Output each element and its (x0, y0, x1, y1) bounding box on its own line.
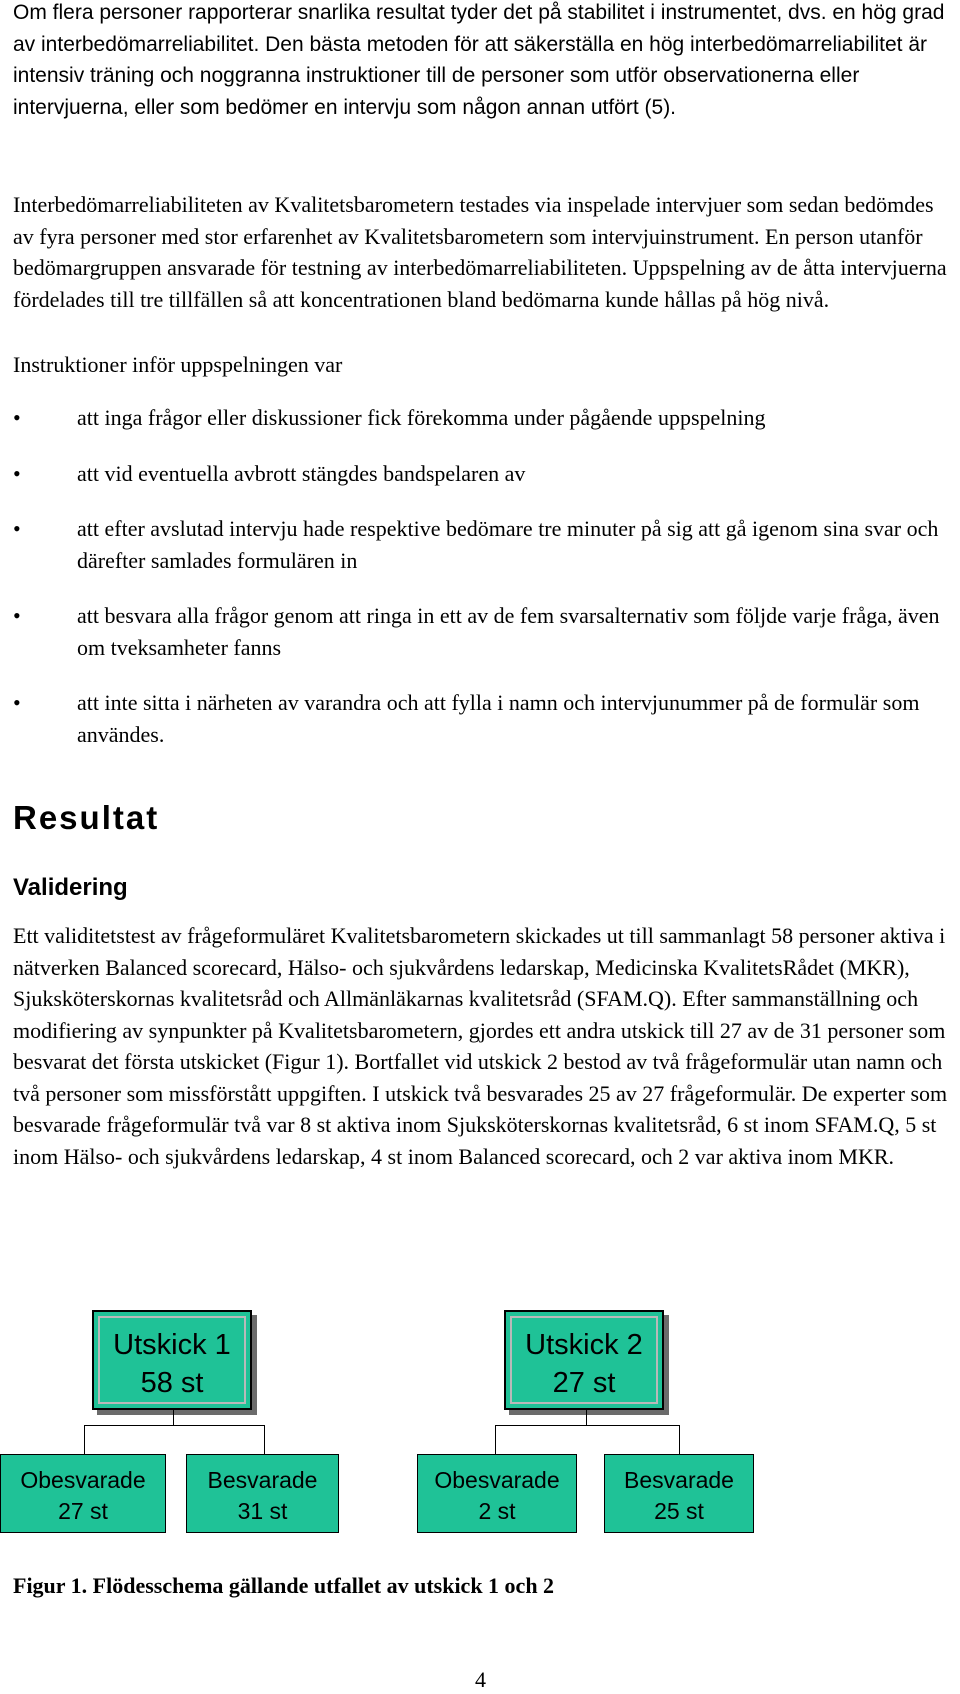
instructions-lead: Instruktioner inför uppspelningen var (13, 352, 343, 377)
connector-line (84, 1425, 265, 1426)
list-item-text: att efter avslutad intervju hade respektive bedömare tre minuter på sig att gå igenom sina svar och därefter samlades formulären in (77, 516, 939, 573)
bullet-icon: • (13, 460, 21, 486)
flow-box-utskick-2-besvarade (604, 1454, 754, 1533)
list-item (13, 458, 948, 490)
list-item-text: att inga frågor eller diskussioner fick förekomma under pågående uppspelning (77, 405, 766, 430)
flow-box-count: 2 st (478, 1498, 516, 1524)
figure-caption: Figur 1. Flödesschema gällande utfallet av utskick 1 och 2 (13, 1573, 555, 1598)
flow-box-utskick-2 (504, 1310, 664, 1410)
flow-box-utskick-1-besvarade (186, 1454, 339, 1533)
list-item-text: att besvara alla frågor genom att ringa in ett av de fem svarsalternativ som följde varje fråga, även om tveksamheter fanns (77, 603, 940, 660)
flow-box-title: Utskick 2 (525, 1329, 643, 1361)
flow-box-count: 58 st (140, 1367, 204, 1399)
flow-box-label: Besvarade (624, 1467, 734, 1493)
list-item (13, 402, 948, 434)
list-item-text: att inte sitta i närheten av varandra och att fylla i namn och intervjunummer på de formulär som användes. (77, 690, 920, 747)
heading-resultat: Resultat (13, 799, 160, 836)
flow-box-count: 27 st (552, 1367, 616, 1399)
list-item (13, 600, 948, 663)
connector-line (586, 1410, 587, 1425)
flow-box-utskick-1-obesvarade (0, 1454, 166, 1533)
flow-box-count: 31 st (237, 1498, 288, 1524)
flow-box-title: Utskick 1 (113, 1329, 231, 1361)
instructions-list (13, 402, 948, 774)
connector-line (495, 1425, 496, 1454)
flow-box-label: Obesvarade (434, 1467, 560, 1493)
flow-box-count: 27 st (58, 1498, 108, 1524)
connector-line (495, 1425, 680, 1426)
connector-line (173, 1410, 174, 1425)
connector-line (84, 1425, 85, 1454)
heading-validering: Validering (13, 874, 128, 901)
connector-line (679, 1425, 680, 1454)
list-item-text: att vid eventuella avbrott stängdes bandspelaren av (77, 460, 526, 486)
paragraph-interrater-test: Interbedömarreliabiliteten av Kvalitetsbarometern testades via inspelade intervjuer som sedan bedömdes av fyra personer med stor erfarenhet av Kvalitetsbarometern som intervjuinstrument. En person utanför bedömargruppen ansvarade för testning av interbedömarreliabiliteten. Uppspelning av de åtta intervjuerna fördelades till tre tillfällen så att koncentrationen bland bedömarna kunde hållas på hög nivå. (13, 192, 947, 312)
page-number: 4 (475, 1667, 486, 1692)
paragraph-validering: Ett validitetstest av frågeformuläret Kvalitetsbarometern skickades ut till sammanlagt 58 personer aktiva i nätverken Balanced scorecard, Hälso- och sjukvårdens ledarskap, Medicinska KvalitetsRådet (MKR), Sjuksköterskornas kvalitetsråd och Allmänläkarnas kvalitetsråd (SFAM.Q). Efter sammanställning och modifiering av synpunkter på Kvalitetsbarometern, gjordes ett andra utskick till 27 av de 31 personer som besvarat det första utskicket (Figur 1). Bortfallet vid utskick 2 bestod av två frågeformulär utan namn och två personer som missförstått uppgiften. I utskick två besvarades 25 av 27 frågeformulär. De experter som besvarade frågeformulär två var 8 st aktiva inom Sjuksköterskornas kvalitetsråd, 6 st inom SFAM.Q, 5 st inom Hälso- och sjukvårdens ledarskap, 4 st inom Balanced scorecard, och 2 var aktiva inom MKR. (13, 923, 948, 1169)
list-item (13, 687, 948, 750)
flow-box-label: Besvarade (207, 1467, 318, 1493)
bullet-icon: • (13, 516, 21, 541)
flow-box-label: Obesvarade (20, 1467, 146, 1493)
bullet-icon: • (13, 690, 21, 715)
bullet-icon: • (13, 603, 21, 628)
list-item (13, 513, 948, 576)
flow-box-utskick-2-obesvarade (417, 1454, 577, 1533)
connector-line (264, 1425, 265, 1454)
flow-box-utskick-1 (92, 1310, 252, 1410)
bullet-icon: • (13, 405, 21, 430)
paragraph-reliability-intro: Om flera personer rapporterar snarlika resultat tyder det på stabilitet i instrumentet, dvs. en hög grad av interbedömarreliabilitet. Den bästa metoden för att säkerställa en hög interbedömarreliabilitet är intensiv träning och noggranna instruktioner till de personer som utför observationerna eller intervjuerna, eller som bedömer en intervju som någon annan utfört (5). (13, 1, 945, 119)
flow-box-count: 25 st (654, 1498, 704, 1524)
